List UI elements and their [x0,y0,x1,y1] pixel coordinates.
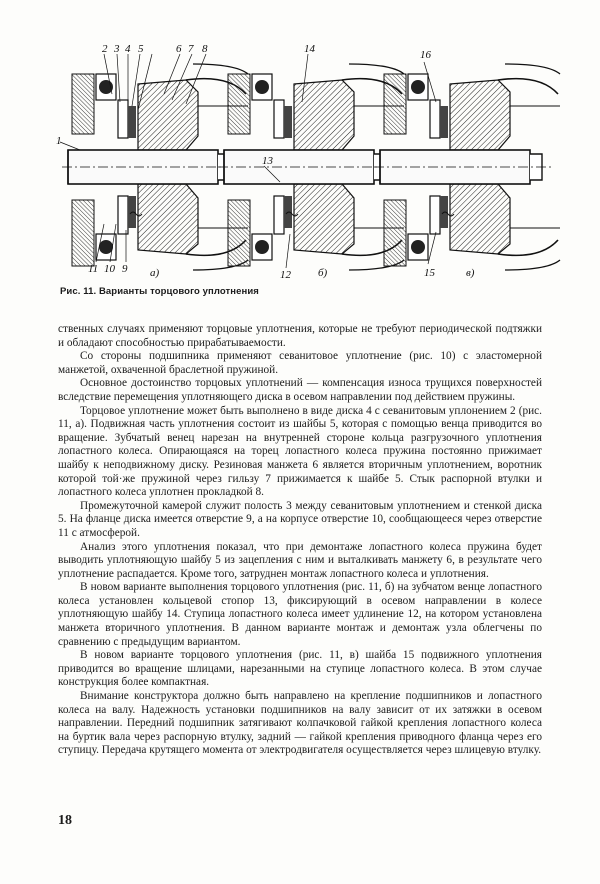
panel-a-label: а) [150,267,160,279]
callout-11: 11 [88,263,99,275]
paragraph: Анализ этого уплотнения показал, что при демонтаже лопастного колеса пружина будет выводить уплотняющую шайбу 5 из зацепления с ним и выталкивать манжету 6, в результате чего уплотнение распадается. Кроме того, затруднен монтаж лопастного колеса и уплотнения. [58,540,542,580]
page-number: 18 [58,813,72,828]
callout-2: 2 [102,43,108,55]
body-text [58,323,542,758]
paragraph: В новом варианте выполнения торцового уплотнения (рис. 11, б) на зубчатом венце лопастного колеса установлен кольцевой стопор 13, фиксирующий в осевом направлении в колесе уплотняющую шайбу 14. Ступица лопастного колеса имеет удлинение 12, на котором установлена манжета вторичного уплотнения. В данном варианте монтаж и демонтаж узла облегчены по сравнению с предыдущим вариантом. [58,581,542,648]
paragraph: Торцовое уплотнение может быть выполнено в виде диска 4 с севанитовым уплонением 2 (рис. 11, а). Подвижная часть уплотнения состоит из шайбы 5, которая с помощью венца приводится во вращение. Зубчатый венец нарезан на внутренней стороне кольца разгрузочного уплотнения лопастного колеса. Опирающаяся на торец лопастного колеса пружина постоянно прижимает шайбу к неподвижному диску. Резиновая манжета 6 является вторичным уплотнением, воротник которой той·же пружиной через гильзу 7 прижимается к шайбе 5. Стык распорной втулки и лопастного колеса уплотнен прокладкой 8. [58,404,542,499]
paragraph: Промежуточной камерой служит полость 3 между севанитовым уплотнением и стенкой диска 5. На фланце диска имеется отверстие 9, а на корпусе отверстие 10, сообщающееся через отверстие 11 с атмосферой. [58,499,542,539]
callout-8: 8 [202,43,208,55]
panel-c-drawing [374,62,560,270]
callout-9: 9 [122,263,128,275]
callout-5: 5 [138,43,144,55]
seal-variants-figure [56,43,536,284]
panel-b-label: б) [318,267,328,279]
panel-a-drawing [60,54,248,270]
paragraph: Основное достоинство торцовых уплотнений — компенсация износа трущихся поверхностей вследствие перемещения уплотняющего диска в осевом направлении под действием пружины. [58,377,542,403]
callout-7: 7 [188,43,194,55]
panel-b-drawing [218,54,404,270]
callout-16: 16 [420,49,431,61]
paragraph: ственных случаях применяют торцовые уплотнения, которые не требуют периодической подтяжки и обладают способностью прирабатываемости. [58,323,542,349]
callout-4: 4 [125,43,131,55]
paragraph: Со стороны подшипника применяют севанитовое уплотнение (рис. 10) с эластомерной манжетой, охваченной браслетной пружиной. [58,350,542,376]
callout-6: 6 [176,43,182,55]
figure-caption: Рис. 11. Варианты торцового уплотнения [60,286,259,297]
callout-15: 15 [424,267,435,279]
callout-10: 10 [104,263,115,275]
paragraph: В новом варианте торцового уплотнения (рис. 11, в) шайба 15 подвижного уплотнения приводится во вращение шлицами, нарезанными на ступице лопастного колеса. В этом случае конструкция более компактная. [58,649,542,689]
paragraph: Внимание конструктора должно быть направлено на крепление подшипников и лопастного колеса на валу. Надежность установки подшипников на валу зависит от их затяжки в осевом направлении. Передний подшипник затягивают колпачковой гайкой крепления лопастного колеса на буртик вала через распорную втулку, задний — гайкой крепления приводного фланца через его ступицу. Передача крутящего момента от электродвигателя осуществляется через шлицевую втулку. [58,690,542,757]
callout-1: 1 [56,135,62,147]
panel-c-label: в) [466,267,475,279]
callout-13: 13 [262,155,273,167]
callout-14: 14 [304,43,315,55]
callout-3: 3 [114,43,120,55]
callout-12: 12 [280,269,291,281]
